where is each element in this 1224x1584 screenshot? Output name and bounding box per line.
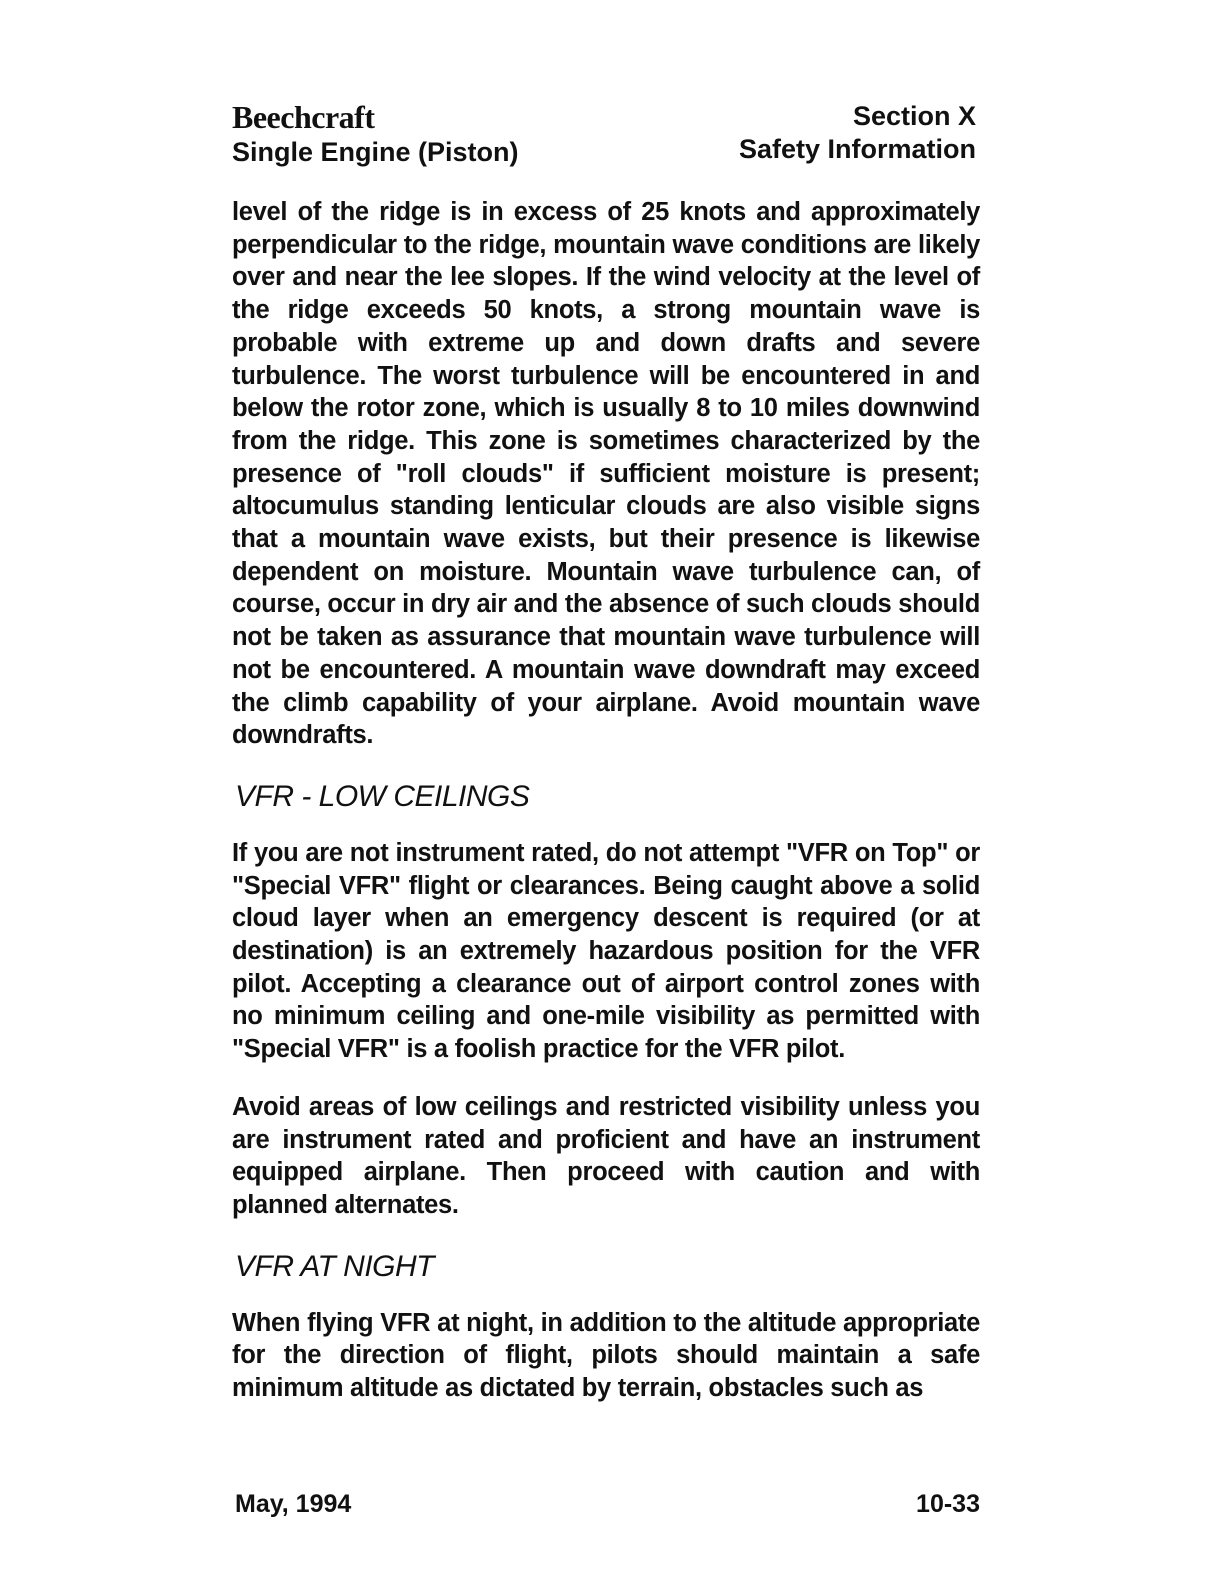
paragraph-mountain-wave: level of the ridge is in excess of 25 knots and approximately perpendicular to the ridge, mountain wave conditions are likely over and near the lee slopes. If the wind velocity at the level of the ridge exceeds 50 knots, a strong mountain wave is probable with extreme up and down drafts and severe turbulence. The worst turbulence will be encountered in and below the rotor zone, which is usually 8 to 10 miles downwind from the ridge. This zone is sometimes characterized by the presence of "roll clouds" if sufficient moisture is present; altocumulus standing lenticular clouds are also visible signs that a mountain wave exists, but their presence is likewise dependent on moisture. Mountain wave turbulence can, of course, occur in dry air and the absence of such clouds should not be taken as assurance that mountain wave turbulence will not be encountered. A mountain wave downdraft may exceed the climb capability of your airplane. Avoid mountain wave downdrafts. <box>232 198 980 750</box>
heading-vfr-low-ceilings: VFR - LOW CEILINGS <box>235 779 530 813</box>
section-number: Section X <box>852 101 976 131</box>
brand-logo: Beechcraft <box>232 99 375 135</box>
footer-date: May, 1994 <box>235 1490 352 1518</box>
body-text <box>232 196 980 1430</box>
paragraph-not-instrument-rated: If you are not instrument rated, do not attempt "VFR on Top" or "Special VFR" flight or clearances. Being caught above a solid cloud layer when an emergency descent is required (or at destination) is an extremely hazardous position for the VFR pilot. Accepting a clearance out of airport control zones with no minimum ceiling and one-mile visibility as permitted with "Special VFR" is a foolish practice for the VFR pilot. <box>232 838 980 1064</box>
section-title: Safety Information <box>738 134 976 164</box>
model-title: Single Engine (Piston) <box>232 137 519 167</box>
header-left <box>232 98 632 168</box>
paragraph-avoid-low-ceilings: Avoid areas of low ceilings and restricted visibility unless you are instrument rated and proficient and have an instrument equipped airplane. Then proceed with caution and with planned alternates. <box>232 1092 980 1219</box>
paragraph-vfr-night: When flying VFR at night, in addition to the altitude appropriate for the direction of flight, pilots should maintain a safe minimum altitude as dictated by terrain, obstacles such as <box>232 1308 980 1403</box>
header-right <box>576 100 976 166</box>
footer-page-number: 10-33 <box>916 1490 980 1518</box>
heading-vfr-at-night: VFR AT NIGHT <box>235 1249 434 1283</box>
